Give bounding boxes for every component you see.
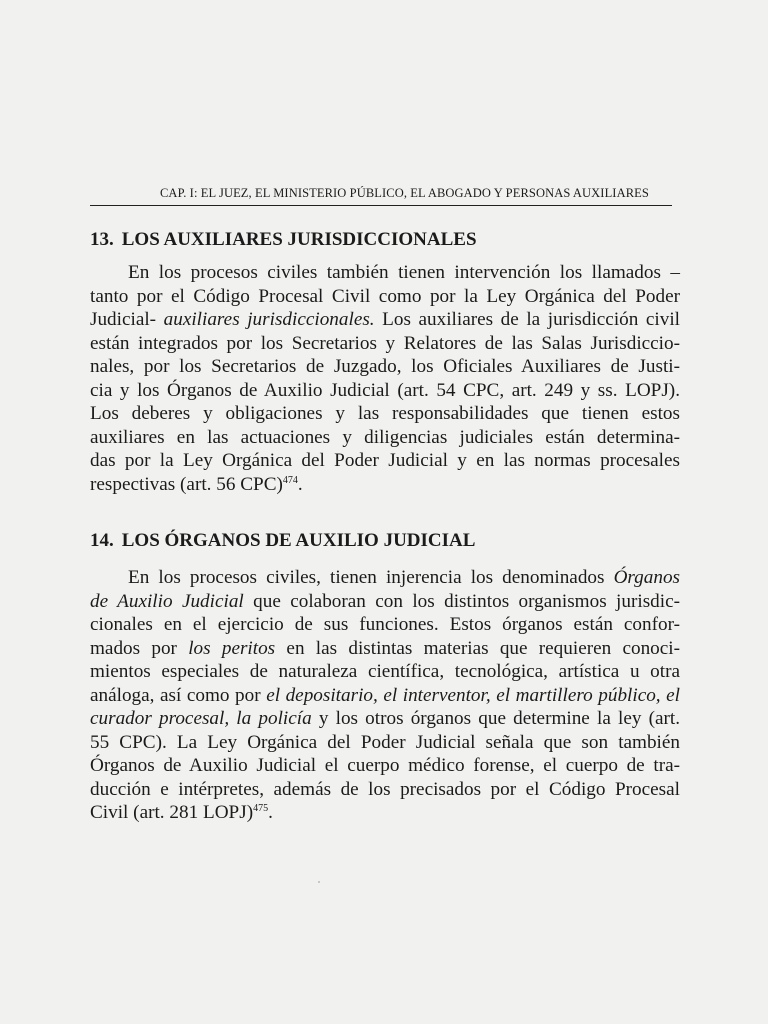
paragraph-line: están integrados por los Secretarios y Relatores de las Salas Jurisdiccio-: [90, 332, 680, 354]
paragraph-line: cia y los Órganos de Auxilio Judicial (art. 54 CPC, art. 249 y ss. LOPJ).: [90, 379, 680, 401]
paragraph-line: Los deberes y obligaciones y las responsabilidades que tienen estos: [90, 403, 680, 424]
paragraph-line: análoga, así como por el depositario, el interventor, el martillero público, el: [90, 684, 681, 706]
italic-term: auxiliares jurisdiccionales.: [163, 309, 375, 330]
paragraph-line: curador procesal, la policía y los otros órganos que determine la ley (art.: [90, 708, 681, 729]
italic-term: los peritos: [188, 637, 276, 659]
paragraph-line: Judicial- auxiliares jurisdiccionales. Los auxiliares de la jurisdicción civil: [90, 309, 680, 330]
italic-term: el depositario, el interventor, el martillero público, el: [266, 684, 681, 706]
italic-term: Órganos: [613, 567, 681, 588]
footnote-ref-475[interactable]: 475: [253, 803, 269, 814]
header-rule: [90, 205, 672, 206]
italic-term: de Auxilio Judicial: [90, 590, 244, 612]
paragraph-line: nales, por los Secretarios de Juzgado, los Oficiales Auxiliares de Justi-: [90, 356, 680, 377]
paragraph-line: auxiliares en las actuaciones y diligencias judiciales están determina-: [90, 426, 680, 448]
section-14-number: 14.: [90, 530, 114, 551]
running-header: CAP. I: EL JUEZ, EL MINISTERIO PÚBLICO, EL ABOGADO Y PERSONAS AUXILIARES: [160, 186, 649, 200]
section-13-heading: [90, 229, 477, 251]
paragraph-line: mientos especiales de naturaleza científica, tecnológica, artística u otra: [90, 661, 680, 682]
paragraph-line: cionales en el ejercicio de sus funciones. Estos órganos están confor-: [90, 614, 680, 635]
italic-term: curador procesal, la policía: [90, 708, 312, 729]
footnote-ref-474[interactable]: 474: [282, 474, 298, 486]
paragraph-line: En los procesos civiles, tienen injerencia los denominados Órganos: [128, 567, 681, 588]
paragraph-line: Órganos de Auxilio Judicial el cuerpo médico forense, el cuerpo de tra-: [90, 755, 680, 776]
section-14-title: LOS ÓRGANOS DE AUXILIO JUDICIAL: [121, 530, 476, 551]
paragraph-line: Civil (art. 281 LOPJ)$^{475}$.: [90, 802, 273, 823]
paragraph-line: das por la Ley Orgánica del Poder Judicial y en las normas procesales: [90, 450, 680, 471]
section-13-body: [90, 261, 680, 496]
paragraph-line: En los procesos civiles también tienen intervención los llamados –: [128, 262, 680, 283]
paragraph-line: de Auxilio Judicial que colaboran con los distintos organismos jurisdic-: [90, 590, 680, 612]
section-13-number: 13.: [90, 229, 114, 250]
paragraph-line: mados por los peritos en las distintas materias que requieren conoci-: [90, 637, 681, 659]
section-14-body: [90, 566, 680, 825]
paragraph-line: respectivas (art. 56 CPC)$^{474}$.: [90, 473, 303, 495]
paragraph-line: ducción e intérpretes, además de los precisados por el Código Procesal: [90, 778, 680, 800]
paper-speck: [318, 881, 320, 883]
paragraph-line: 55 CPC). La Ley Orgánica del Poder Judicial señala que son también: [90, 731, 680, 753]
section-14-heading: [90, 530, 475, 552]
paragraph-line: tanto por el Código Procesal Civil como por la Ley Orgánica del Poder: [90, 285, 680, 307]
section-13-title: LOS AUXILIARES JURISDICCIONALES: [121, 229, 477, 250]
